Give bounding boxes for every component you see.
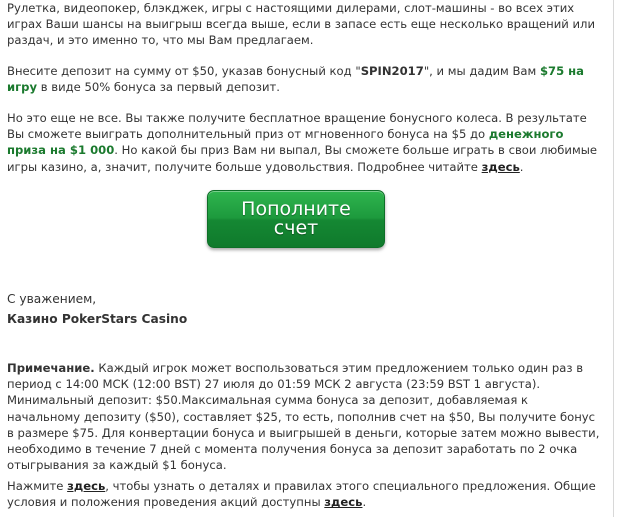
footer-text-2: , чтобы узнать о деталях и правилах этого специального предложения. Общие условия и положения проведения акций доступны [7,479,596,510]
deposit-text-3: в виде 50% бонуса за первый депозит. [37,80,280,95]
deposit-button-line2: счет [273,217,319,239]
wheel-text-2: . Но какой бы приз Вам ни выпал, Вы сможете больше играть в свои любимые игры казино, а, значит, получите больше удовольствия. Подробнее читайте [7,143,597,174]
wheel-paragraph [7,110,603,175]
footer-text-3: . [362,495,367,510]
bonus-amount: $75 на игру [7,64,585,95]
signature-name: Казино PokerStars Casino [7,312,188,326]
signature-greeting: С уважением, [7,292,97,306]
bonus-code: SPIN2017 [360,64,424,78]
cash-prize: денежного приза на $1 000 [7,127,564,158]
wheel-text-1: Но это еще не все. Вы также получите бесплатное вращение бонусного колеса. В результате Вы сможете выиграть дополнительный приз от мгновенного бонуса на $5 до [7,111,587,142]
rules-link[interactable]: здесь [67,479,106,493]
note-text: Каждый игрок может воспользоваться этим предложением только один раз в период с 14:00 МСК (12:00 BST) 27 июля до 01:59 МСК 2 августа (23:59 BST 1 августа). Минимальный депозит: $50.Максимальная сумма бонуса за депозит, добавляемая к начальному депозиту ($50), составляет $25, то есть, пополнив счет на $50, Вы получите бонус в размере $75. Для конвертации бонуса и выигрышей в деньги, которые затем можно вывести, необходимо в течение 7 дней с момента получения бонуса за депозит заработать по 2 очка отыгрывания за каждый $1 бонуса. [7,361,600,473]
deposit-text-1: Внесите депозит на сумму от $50, указав бонусный код " [7,64,361,78]
deposit-button[interactable] [207,190,385,248]
note-paragraph [7,360,603,473]
wheel-text-3: . [519,159,524,174]
deposit-button-wrap [207,190,385,248]
intro-paragraph [7,0,603,49]
intro-text: Рулетка, видеопокер, блэкджек, игры с настоящими дилерами, слот-машины - во всех этих играх Ваши шансы на выигрыш всегда выше, если в запасе есть еще несколько вращений или раздач, и это именно то, что мы Вам предлагаем. [7,1,595,48]
deposit-paragraph [7,63,603,95]
footer-paragraph [7,478,603,510]
terms-link[interactable]: здесь [324,495,363,510]
deposit-button-line1: Пополните [241,198,351,220]
details-link[interactable]: здесь [481,159,520,174]
deposit-text-2: ", и мы дадим Вам [423,64,540,78]
note-title: Примечание. [7,361,95,375]
footer-text-1: Нажмите [7,479,68,493]
